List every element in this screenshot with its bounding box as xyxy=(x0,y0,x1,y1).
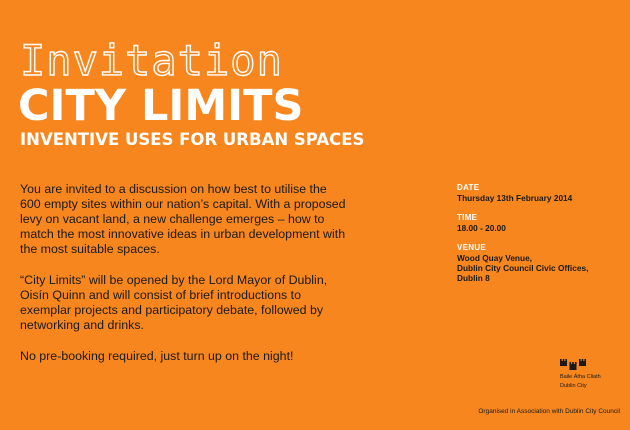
event-title: CITY LIMITS xyxy=(18,81,304,131)
venue-line-1: Wood Quay Venue, xyxy=(457,253,532,263)
venue-line-2: Dublin City Council Civic Offices, xyxy=(457,263,589,273)
body-paragraph-1: You are invited to a discussion on how best to utilise the 600 empty sites within our nation’s capital. With a proposed levy on vacant land, a new challenge emerges – how to match the most innovative ideas in urban development with the most suitable spaces. xyxy=(20,182,346,256)
invitation-body xyxy=(20,182,350,380)
dublin-city-logo xyxy=(560,358,610,390)
castles-icon xyxy=(560,358,586,372)
logo-line-1: Baile Átha Cliath xyxy=(560,374,601,380)
event-subtitle: INVENTIVE USES FOR URBAN SPACES xyxy=(20,130,365,149)
venue-group xyxy=(457,243,627,283)
organiser-note: Organised in Association with Dublin City Council xyxy=(478,408,620,415)
venue-label: VENUE xyxy=(457,243,487,252)
invitation-heading: Invitation xyxy=(20,36,283,85)
time-value: 18.00 - 20.00 xyxy=(457,223,506,233)
time-label: TIME xyxy=(457,213,478,222)
body-paragraph-3: No pre-booking required, just turn up on the night! xyxy=(20,349,294,363)
logo-line-2: Dublin City xyxy=(560,383,587,389)
date-value: Thursday 13th February 2014 xyxy=(457,193,573,203)
event-details xyxy=(457,183,627,293)
date-group xyxy=(457,183,627,203)
venue-line-3: Dublin 8 xyxy=(457,273,490,283)
time-group xyxy=(457,213,627,233)
date-label: DATE xyxy=(457,183,480,192)
body-paragraph-2: “City Limits” will be opened by the Lord Mayor of Dublin, Oisín Quinn and will consist of brief introductions to exemplar projects and participatory debate, followed by networking and drinks. xyxy=(20,273,328,332)
